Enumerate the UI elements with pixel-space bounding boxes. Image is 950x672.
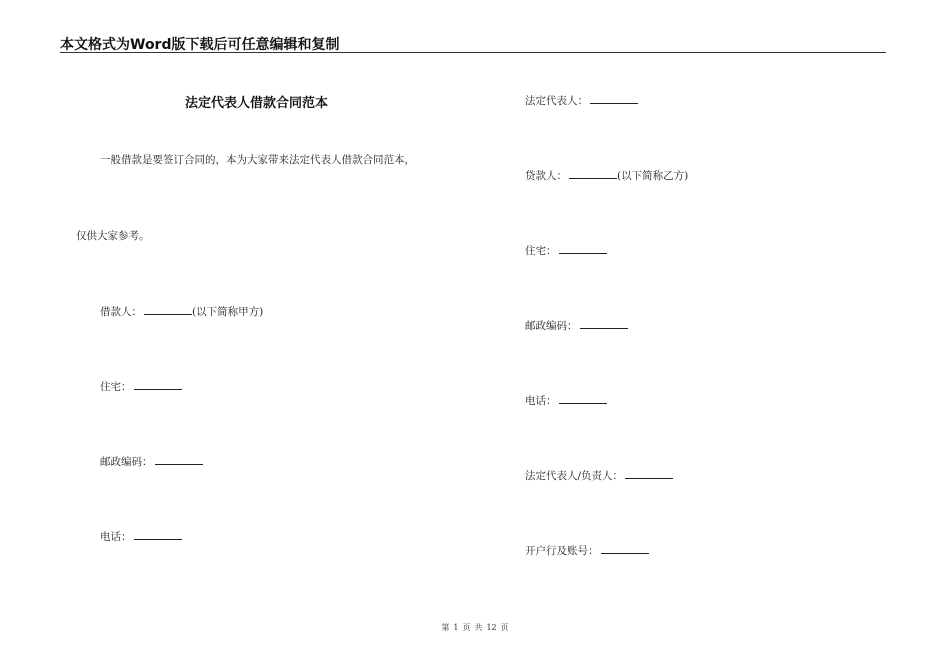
borrower-legal-rep-field [525,92,638,108]
borrower-residence-label: 住宅： [100,381,132,393]
footer-page-unit: 页 [462,623,471,632]
lender-phone-blank [559,392,607,404]
lender-postal-label: 邮政编码： [525,320,578,332]
borrower-legal-rep-blank [590,92,638,104]
lender-suffix: (以下简称乙方) [617,170,689,182]
footer-total-prefix: 共 [474,623,483,632]
borrower-postal-label: 邮政编码： [100,456,153,468]
bank-account-field [525,542,649,558]
lender-legal-rep-label: 法定代表人/负责人： [525,470,624,482]
footer-page: 1 [453,623,459,632]
intro-line-2: 仅供大家参考。 [76,230,150,242]
lender-postal-field [525,317,628,333]
borrower-phone-label: 电话： [100,531,132,543]
footer-total-unit: 页 [500,623,509,632]
bank-account-blank [601,542,649,554]
header-banner: 本文格式为Word版下载后可任意编辑和复制 [60,37,340,53]
borrower-residence-blank [134,378,182,390]
borrower-phone-field [100,528,182,544]
borrower-postal-blank [155,453,203,465]
lender-legal-rep-blank [625,467,673,479]
lender-residence-label: 住宅： [525,245,557,257]
borrower-postal-field [100,453,203,469]
lender-residence-field [525,242,607,258]
intro-line-1: 一般借款是要签订合同的，本为大家带来法定代表人借款合同范本， [100,154,415,166]
borrower-legal-rep-label: 法定代表人： [525,95,588,107]
lender-residence-blank [559,242,607,254]
lender-field [525,167,688,183]
lender-phone-label: 电话： [525,395,557,407]
borrower-blank [144,303,192,315]
borrower-label: 借款人： [100,306,142,318]
bank-account-label: 开户行及账号： [525,545,599,557]
page-number-footer [0,622,950,633]
borrower-suffix: (以下简称甲方) [192,306,264,318]
header-divider [60,52,886,53]
lender-postal-blank [580,317,628,329]
footer-prefix: 第 [441,623,450,632]
lender-phone-field [525,392,607,408]
footer-total: 12 [486,623,497,632]
lender-legal-rep-field [525,467,673,483]
borrower-phone-blank [134,528,182,540]
document-title: 法定代表人借款合同范本 [185,96,329,111]
borrower-field [100,303,263,319]
borrower-residence-field [100,378,182,394]
lender-label: 贷款人： [525,170,567,182]
lender-blank [569,167,617,179]
